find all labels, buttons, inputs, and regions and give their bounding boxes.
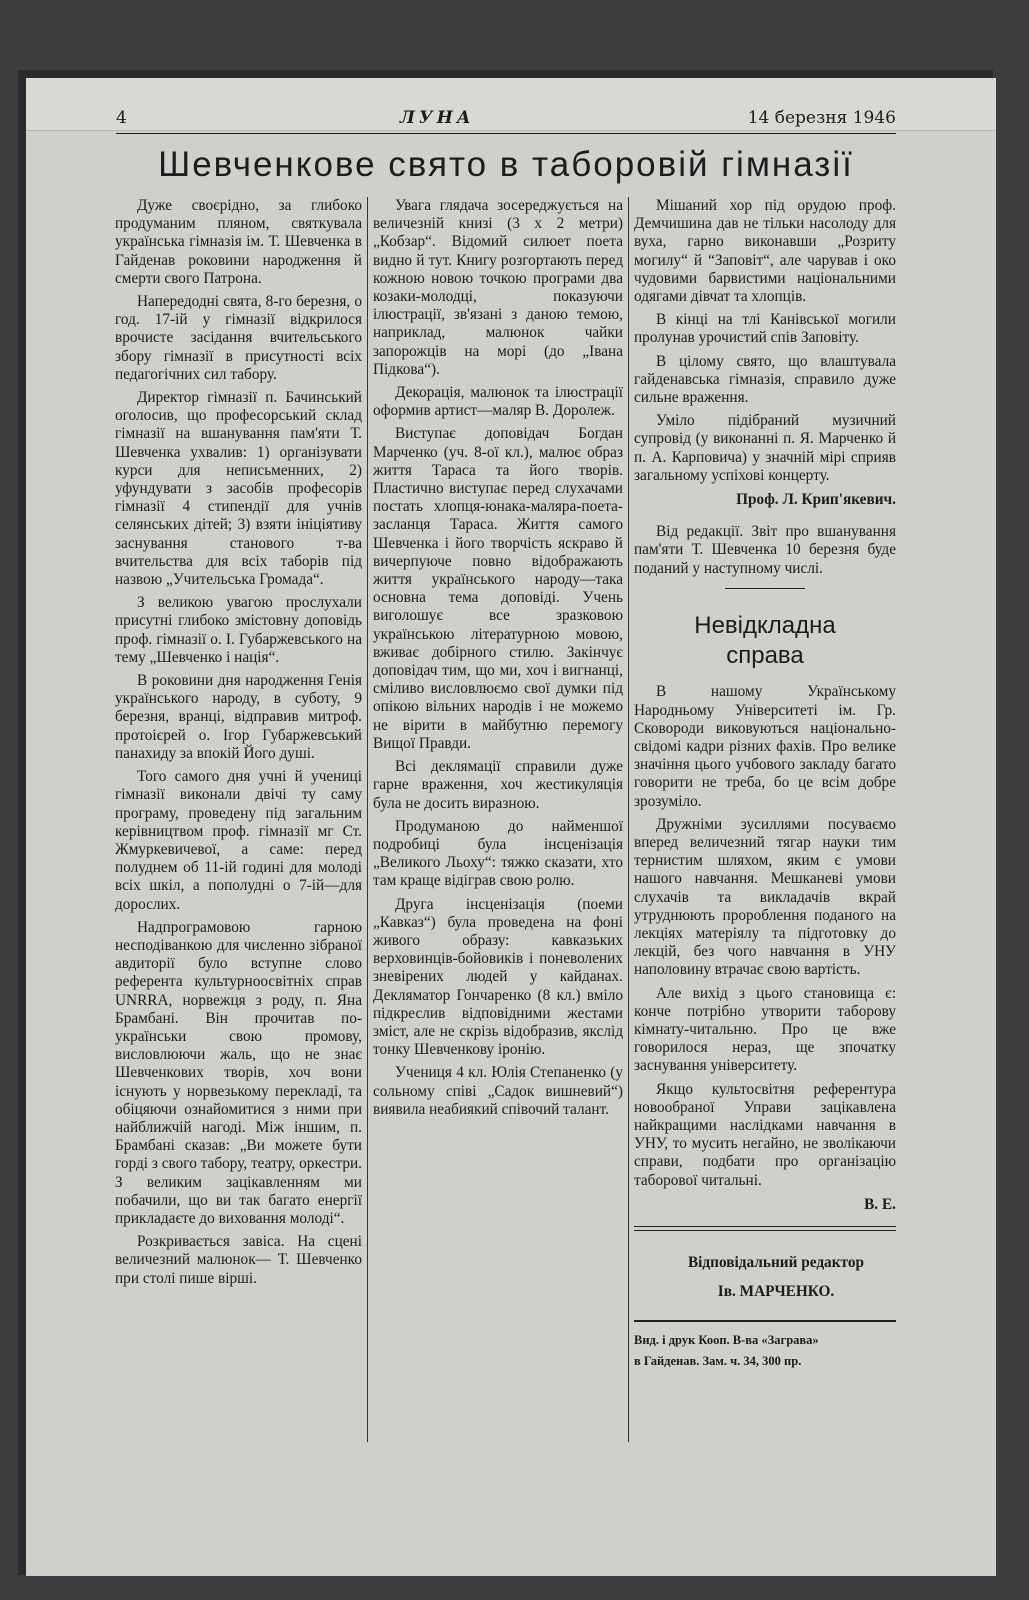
paragraph: Уміло підібраний музичний супровід (у виконанні п. Я. Марченко й п. А. Карповича) у значній мірі сприяв загальному успіхові концерту. <box>634 412 896 484</box>
article2-title-line1: Невідкладна <box>694 612 836 640</box>
paragraph: Всі деклямації справили дуже гарне враження, хоч жестикуляція була не досить виразною. <box>373 758 623 812</box>
article2-title-line2: справа <box>726 642 804 670</box>
paragraph: Розкривається завіса. На сцені величезний малюнок— Т. Шевченко при столі пише вірші. <box>115 1233 362 1287</box>
paragraph: В роковини дня народження Генія українського народу, в суботу, 9 березня, вранці, відправив митроф. протоієрей о. Ігор Губаржевський панахиду за впокій Його душі. <box>115 672 362 762</box>
paragraph: З великою увагою прослухали присутні глибоко змістовну доповідь проф. гімназії о. І. Губаржевського на тему „Шевченко і нація“. <box>115 594 362 666</box>
divider <box>634 1320 896 1322</box>
paragraph: Але вихід з цього становища є: конче потрібно утворити таборову кімнату-читальню. Про це вже говорилося нераз, ще зпочатку заснування університету. <box>634 984 896 1075</box>
paragraph: Декорація, малюнок та ілюстрації оформив артист—маляр В. Доролеж. <box>373 384 623 420</box>
issue-date: 14 березня 1946 <box>747 108 896 128</box>
imprint-line-2: в Гайденав. Зам. ч. 34, 300 пр. <box>634 1353 802 1368</box>
paragraph: Напередодні свята, 8-го березня, о год. 17-ій у гімназії відкрилося врочисте засідання вчительського збору гімназії в присутності всіх педагогічних сил табору. <box>115 293 362 383</box>
editor-role: Відповідальний редактор <box>687 1254 864 1272</box>
editor-name: Ів. МАРЧЕНКО. <box>717 1283 835 1301</box>
paragraph: Учениця 4 кл. Юлія Степаненко (у сольному співі „Садок вишневий“) виявила неабиякий співочий талант. <box>373 1064 623 1118</box>
column-rule <box>367 197 368 1442</box>
double-divider <box>634 1226 896 1231</box>
paragraph: Дружніми зусиллями посуваємо вперед величезний тягар науки тим тернистим шляхом, яким є умови нашого навчання. Мешканеві умови слухачів та викладачів вкрай утруднюють пророблення поданого на лекціях матеріялу та підготовку до лекцій, без чого навчання в УНУ наполовину втрачає свою вартість. <box>634 815 896 979</box>
paragraph: Того самого дня учні й учениці гімназії виконали двічі ту саму програму, проведену під загальним керівництвом проф. гімназії мг Ст. Жмуркевичевої, а саме: перед полуднем об 11-ій годині для молоді всіх шкіл, а пополудні о 7-ій—для дорослих. <box>115 768 362 913</box>
page-header <box>116 103 896 134</box>
article2-signature: В. Е. <box>864 1195 896 1213</box>
author-signature: Проф. Л. Крип'якевич. <box>736 491 896 509</box>
paragraph: В цілому свято, що влаштувала гайденавська гімназія, справило дуже сильне враження. <box>634 352 896 407</box>
paragraph: В нашому Українському Народньому Університеті ім. Гр. Сковороди виковуються національно-свідомі кадри різних фахів. Про велике значіння цього учбового закладу багато говорити не треба, бо це всім добре зрозуміло. <box>634 683 896 810</box>
paragraph: Директор гімназії п. Бачинський оголосив, що професорський склад гімназії на вшанування пам'яти Т. Шевченка ухвалив: 1) організувати курси для неписьменних, 2) уфундувати з засобів професорів гімназії 4 стипендії для учнів селянських дітей; 3) взяти ініціятиву заснування станового т-ва вчительства для всіх таборів під назвою „Учительська Громада“. <box>115 389 362 589</box>
imprint-line-1: Вид. і друк Кооп. В-ва «Заграва» <box>634 1332 819 1347</box>
article-title: Шевченкове свято в таборовій гімназії <box>158 145 854 184</box>
paragraph: Якщо культосвітня референтура новообраної Управи зацікавлена найкращими наслідками навчання в УНУ, то мусить негайно, не зволікаючи справи, подбати про організацію таборової читальні. <box>634 1080 896 1189</box>
newspaper-name: ЛУНА <box>399 108 475 128</box>
paragraph: Друга інсценізація (поеми „Кавказ“) була проведена на фоні живого образу: кавказьких верховинців-бойовиків і поневолених зневірених людей у кайданах. Декляматор Гончаренко (8 кл.) вміло підкреслив відповідними жестами зміст, але не скрізь відобразив, якслід тонку Шевченкову іронію. <box>373 895 623 1059</box>
divider <box>725 588 805 590</box>
paragraph: В кінці на тлі Канівської могили пролунав урочистий спів Заповіту. <box>634 311 896 347</box>
paragraph: Дуже своєрідно, за глибоко продуманим пляном, святкувала українська гімназія ім. Т. Шевченка в Гайденав роковини народження й смерти свого Патрона. <box>115 197 362 287</box>
paragraph: Продуманою до найменшої подробиці була інсценізація „Великого Льоху“: тяжко сказати, хто там краще відіграв свою ролю. <box>373 817 623 890</box>
editorial-note: Від редакції. Звіт про вшанування пам'яти Т. Шевченка 10 березня буде поданий у наступному числі. <box>634 523 896 577</box>
column-2 <box>373 197 623 1124</box>
column-3 <box>634 197 896 1374</box>
column-rule <box>628 197 629 1442</box>
paragraph: Увага глядача зосереджується на величезній книзі (3 х 2 метри) „Кобзар“. Відомий силюет поета видно й тут. Книгу розгортають перед кожною новою точкою програми два козаки-молодці, показуючи ілюстрації, зв'язані з даною темою, наприклад, малюнок чайки запорожців на морі (до „Івана Підкова“). <box>373 197 623 378</box>
paragraph: Виступає доповідач Богдан Марченко (уч. 8-ої кл.), малює образ життя Тараса та його творів. Пластично виступає перед слухачами постать хлопця-юнака-маляра-поета-засланця Тараса. Життя самого Шевченка і його творчість яскраво й вичерпуюче повно відображають життя українського народу—така основна тема доповіді. Учень виголошує все зразковою українською літературною мовою, вживає добірного стилю. Закінчує доповідач тим, що ми, хоч і вигнанці, сміливо висловлюємо свої думки під опікою вільних народів і не можемо не вірити в майбутню перемогу Вищої Правди. <box>373 425 623 752</box>
paragraph: Мішаний хор під орудою проф. Демчишина дав не тільки насолоду для вуха, гарно виконавши „Розриту могилу“ й “Заповіт“, але чарував і око чудовими барвистими національними одягами дівчат та хлопців. <box>634 197 896 306</box>
article2-title <box>634 611 896 671</box>
column-1 <box>115 197 362 1293</box>
paragraph: Надпрограмовою гарною несподіванкою для численно зібраної авдиторії було вступне слово референта культурноосвітніх справ UNRRA, норвежця з роду, п. Яна Брамбані. Він прочитав по-українськи свою промову, висловлюючи жаль, що не знає Шевченкових творів, хоч вони існують у норвезькому перекладі, та обіцяючи ознайомитися з ними при найближчій нагоді. Між іншим, п. Брамбані сказав: „Ви можете бути горді з свого табору, театру, оркестри. З великим зацікавленням ми побачили, що ви так багато енергії прикладаєте до виховання молоді“. <box>115 918 362 1227</box>
page-number: 4 <box>116 108 127 128</box>
